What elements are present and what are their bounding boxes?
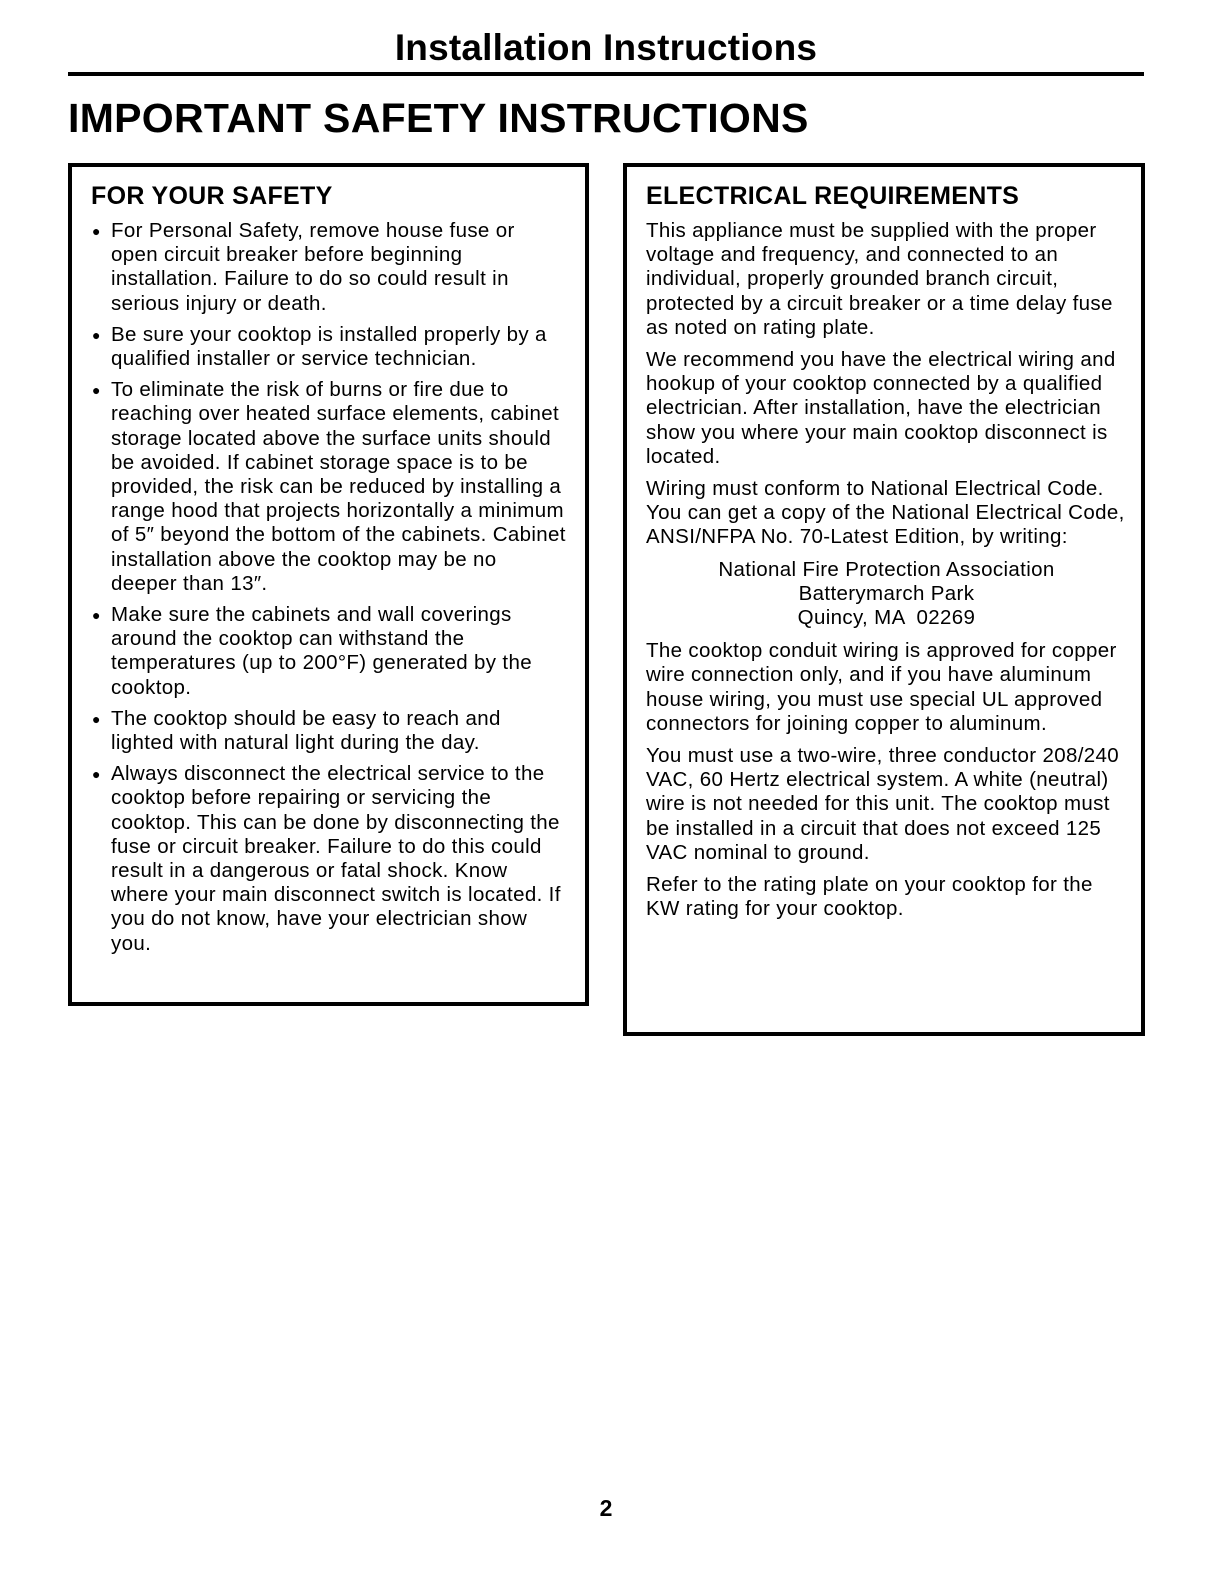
safety-item xyxy=(91,603,567,700)
safety-item xyxy=(91,378,567,596)
header-title: Installation Instructions xyxy=(394,27,818,68)
electrical-paragraph: We recommend you have the electrical wiring and hookup of your cooktop connected by a qualified electrician. After installation, have the electrician show you where your main cooktop disconnect is located. xyxy=(646,348,1116,468)
safety-list xyxy=(91,219,567,956)
safety-item xyxy=(91,762,567,956)
safety-item-text: Make sure the cabinets and wall coverings around the cooktop can withstand the temperatures (up to 200°F) generated by the cooktop. xyxy=(111,603,532,699)
header-divider xyxy=(68,72,1144,76)
electrical-paragraph: This appliance must be supplied with the proper voltage and frequency, and connected to an individual, properly grounded branch circuit, protected by a circuit breaker or a time delay fuse as noted on rating plate. xyxy=(646,219,1113,339)
safety-item xyxy=(91,323,567,371)
safety-item-text: Be sure your cooktop is installed properly by a qualified installer or service technician. xyxy=(111,322,547,371)
bullet-icon: ● xyxy=(92,326,101,343)
safety-item-text: The cooktop should be easy to reach and lighted with natural light during the day. xyxy=(111,706,501,755)
page-number: 2 xyxy=(599,1495,613,1521)
safety-item-text: For Personal Safety, remove house fuse or open circuit breaker before beginning installation. Failure to do so could result in serious injury or death. xyxy=(111,219,515,315)
electrical-paragraph: Refer to the rating plate on your cooktop for the KW rating for your cooktop. xyxy=(646,873,1093,921)
bullet-icon: ● xyxy=(92,766,101,783)
electrical-box xyxy=(623,163,1145,1036)
electrical-body xyxy=(646,219,1127,921)
nfpa-address xyxy=(646,558,1127,631)
bullet-icon: ● xyxy=(92,382,101,399)
safety-item-text: To eliminate the risk of burns or fire due to reaching over heated surface elements, cabinet storage located above the surface units should be avoided. If cabinet storage space is to be provided, the risk can be reduced by installing a range hood that projects horizontally a minimum of 5″ beyond the bottom of the cabinets. Cabinet installation above the cooktop may be no deeper than 13″. xyxy=(111,378,566,595)
electrical-paragraph: Wiring must conform to National Electrical Code. You can get a copy of the National Electrical Code, ANSI/NFPA No. 70-Latest Edition, by writing: xyxy=(646,477,1125,549)
bullet-icon: ● xyxy=(92,607,101,624)
safety-box-title: FOR YOUR SAFETY xyxy=(91,182,333,210)
bullet-icon: ● xyxy=(92,710,101,727)
safety-item xyxy=(91,219,567,316)
safety-item xyxy=(91,707,567,755)
electrical-box-title: ELECTRICAL REQUIREMENTS xyxy=(646,182,1020,210)
bullet-icon: ● xyxy=(92,223,101,239)
address-line: Quincy, MA 02269 xyxy=(797,606,976,630)
address-line: National Fire Protection Association xyxy=(718,557,1055,581)
page-title: IMPORTANT SAFETY INSTRUCTIONS xyxy=(68,95,809,141)
safety-item-text: Always disconnect the electrical service to the cooktop before repairing or servicing the cooktop. This can be done by disconnecting the fuse or circuit breaker. Failure to do this could result in a dangerous or fatal shock. Know where your main disconnect switch is located. If you do not know, have your electrician show you. xyxy=(111,762,561,955)
safety-box xyxy=(68,163,589,1006)
address-line: Batterymarch Park xyxy=(798,581,975,605)
electrical-paragraph: The cooktop conduit wiring is approved for copper wire connection only, and if you have aluminum house wiring, you must use special UL approved connectors for joining copper to aluminum. xyxy=(646,639,1117,735)
electrical-paragraph: You must use a two-wire, three conductor 208/240 VAC, 60 Hertz electrical system. A white (neutral) wire is not needed for this unit. The cooktop must be installed in a circuit that does not exceed 125 VAC nominal to ground. xyxy=(646,744,1120,864)
